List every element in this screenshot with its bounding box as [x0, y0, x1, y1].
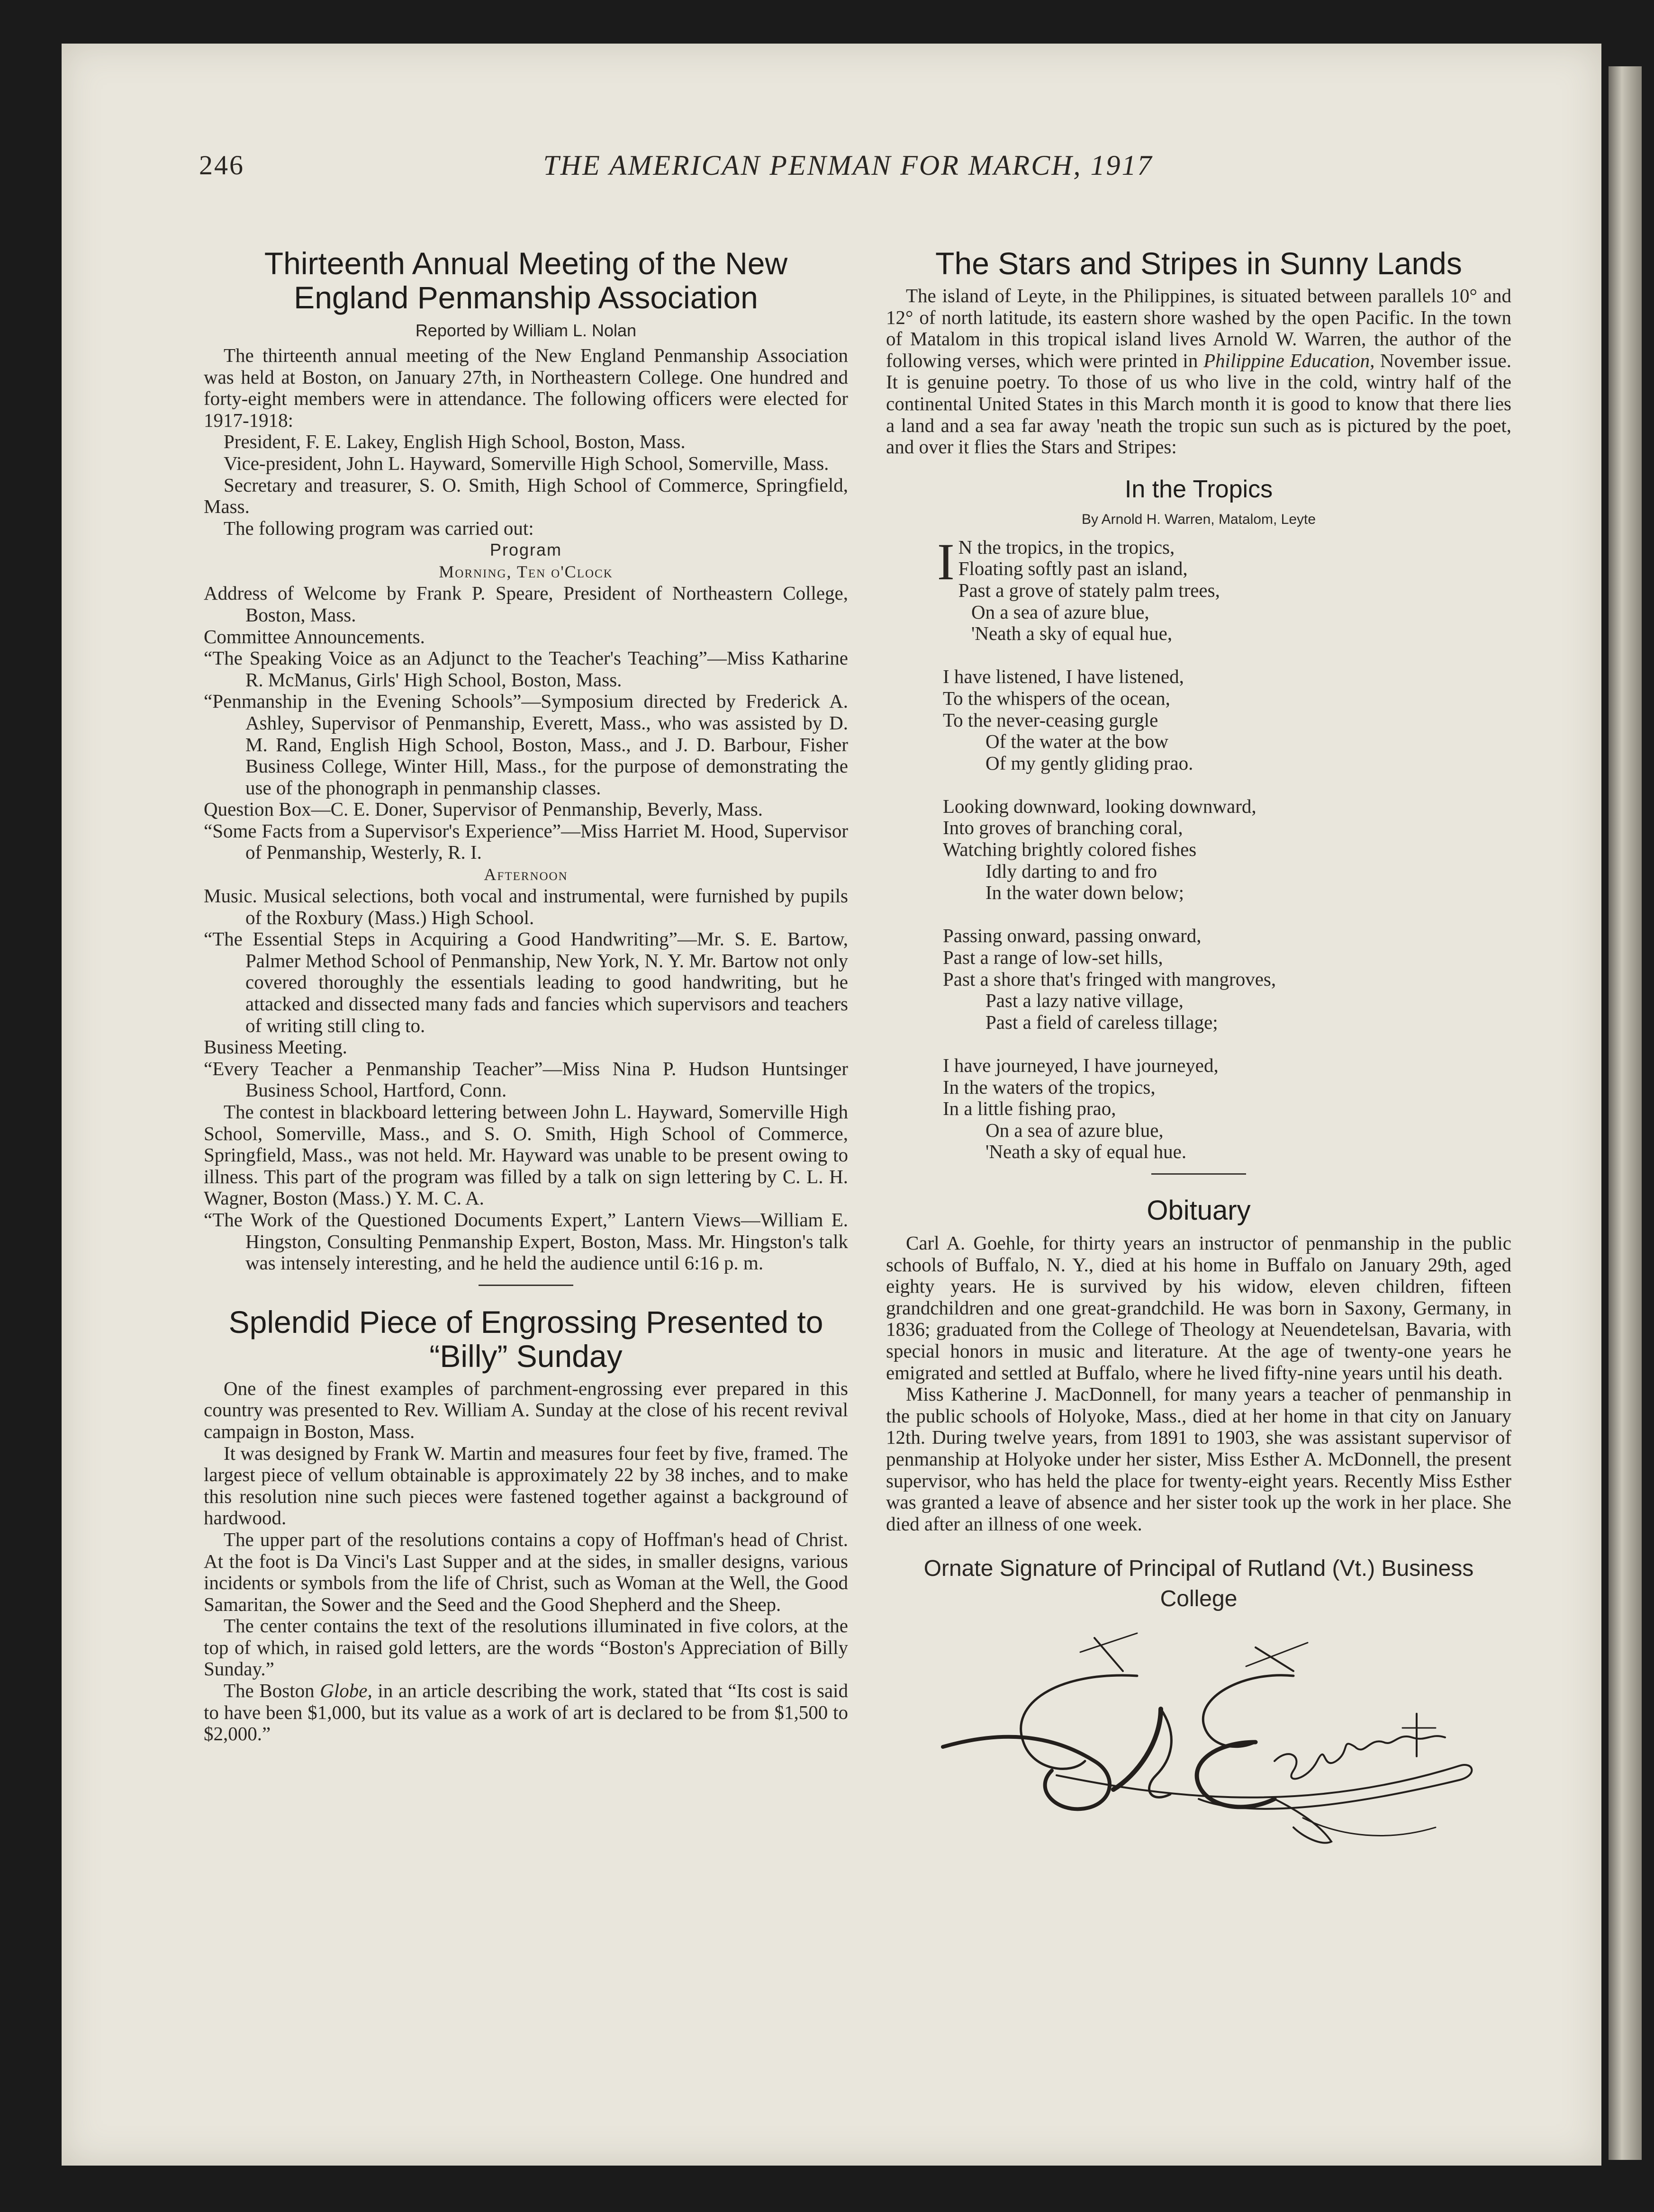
signature-caption: Ornate Signature of Principal of Rutland (Vt.) Business College: [923, 1556, 1474, 1612]
poem-line: In the water down below;: [985, 881, 1184, 904]
signature-text: L. J. Egelston: [914, 1619, 917, 1620]
morning-label: Morning, Ten o'Clock: [439, 562, 613, 582]
program-item: “Every Teacher a Penmanship Teacher”—Miss Nina P. Hudson Huntsinger Business School, Hartford, Conn.: [204, 1057, 848, 1101]
text-run-italic: Globe,: [320, 1680, 372, 1702]
officer-line: Secretary and treasurer, S. O. Smith, High School of Commerce, Springfield, Mass.: [204, 474, 848, 518]
program-item: Question Box—C. E. Doner, Supervisor of Penmanship, Beverly, Mass.: [204, 798, 763, 820]
section-divider: [479, 1285, 573, 1286]
poem-line: 'Neath a sky of equal hue.: [985, 1141, 1187, 1163]
poem-stanza: [943, 796, 1511, 904]
program-label: Program: [489, 540, 562, 560]
program-item: Committee Announcements.: [204, 625, 425, 647]
obituary-title: Obituary: [1147, 1195, 1251, 1226]
officer-line: Vice-president, John L. Hayward, Somerville High School, Somerville, Mass.: [224, 452, 829, 474]
program-item: Address of Welcome by Frank P. Speare, President of Northeastern College, Boston, Mass.: [204, 582, 848, 626]
poem-byline: By Arnold H. Warren, Matalom, Leyte: [1081, 511, 1316, 527]
poem-line: 'Neath a sky of equal hue,: [971, 622, 1173, 645]
paragraph: It was designed by Frank W. Martin and measures four feet by five, framed. The largest piece of vellum obtainable is approximately 22 by 38 inches, and to make this resolution nine such pieces were fastened together against a background of hardwood.: [204, 1442, 848, 1529]
paragraph: [886, 285, 1511, 458]
drop-cap: I: [937, 532, 955, 591]
poem-line: Watching brightly colored fishes: [943, 838, 1197, 861]
poem: [937, 532, 1511, 1163]
program-item: “The Speaking Voice as an Adjunct to the Teacher's Teaching”—Miss Katharine R. McManus, Girls' High School, Boston, Mass.: [204, 647, 848, 691]
paragraph: The contest in blackboard lettering between John L. Hayward, Somerville High School, Somerville, Mass., and S. O. Smith, High School of Commerce, Springfield, Mass., was not held. Mr. Hayward was unable to be present owing to illness. This part of the program was filled by a talk on sign lettering by C. L. H. Wagner, Boston (Mass.) Y. M. C. A.: [204, 1101, 848, 1209]
poem-line: Past a range of low-set hills,: [943, 946, 1163, 969]
article-byline: Reported by William L. Nolan: [415, 321, 637, 340]
text-run: The island of Leyte, in the Philippines, is situated between parallels 10° and 12° of north latitude, its eastern shore washed by the open Pacific. In the town of Matalom in this tropical island lives Arnold W. Warren, the author of the following verses, which were printed in: [886, 285, 1511, 371]
afternoon-label: Afternoon: [484, 865, 568, 884]
article-title-meeting: Thirteenth Annual Meeting of the New England Penmanship Association: [264, 246, 788, 315]
poem-stanza: [943, 925, 1511, 1033]
page-header: [199, 149, 1497, 192]
poem-line: In a little fishing prao,: [943, 1097, 1116, 1120]
text-run: The Boston: [224, 1680, 320, 1702]
poem-title: In the Tropics: [1124, 475, 1273, 503]
paragraph: The center contains the text of the resolutions illuminated in five colors, at the top of which, in raised gold letters, are the words “Boston's Appreciation of Billy Sunday.”: [204, 1615, 848, 1680]
poem-line: In the waters of the tropics,: [943, 1076, 1156, 1098]
paragraph: [204, 1680, 848, 1745]
paragraph: Carl A. Goehle, for thirty years an instructor of penmanship in the public schools of Buffalo, N. Y., died at his home in Buffalo on January 29th, aged eighty years. He is survived by his widow, eleven children, fifteen grandchildren and one great-grandchild. He was born in Saxony, Germany, in 1836; graduated from the College of Theology at Neuendetelsan, Bavaria, with special honors in music and literature. At the age of twenty-one years he emigrated and settled at Buffalo, where he lived fifty-nine years until his death.: [886, 1232, 1511, 1384]
text-run: November issue. It is genuine poetry. To those of us who live in the cold, wintry half of the continental United States in this March month it is good to know that there lies a land and a sea far away 'neath the tropic sun such as is pictured by the poet, and over it flies the Stars and Stripes:: [886, 349, 1511, 458]
program-item: Music. Musical selections, both vocal and instrumental, were furnished by pupils of the Roxbury (Mass.) High School.: [204, 885, 848, 928]
text-run-italic: Philippine Education,: [1203, 349, 1375, 371]
program-item: “Penmanship in the Evening Schools”—Symposium directed by Frederick A. Ashley, Supervisor of Penmanship, Everett, Mass., who was assisted by D. M. Rand, English High School, Boston, Mass., and J. D. Barbour, Fisher Business College, Winter Hill, Mass., for the purpose of demonstrating the use of the phonograph in penmanship classes.: [204, 690, 848, 799]
poem-line: Of the water at the bow: [985, 730, 1168, 753]
paragraph: The following program was carried out:: [224, 517, 534, 539]
poem-line: On a sea of azure blue,: [971, 601, 1149, 623]
poem-stanza: [943, 1055, 1511, 1163]
poem-line: Past a grove of stately palm trees,: [958, 579, 1220, 601]
poem-line: On a sea of azure blue,: [985, 1119, 1164, 1141]
program-item: “The Essential Steps in Acquiring a Good Handwriting”—Mr. S. E. Bartow, Palmer Method School of Penmanship, New York, N. Y. Mr. Bartow not only covered thoroughly the essentials leading to good handwriting, but he attacked and dissected many fads and fancies which supervisors and teachers of writing still cling to.: [204, 928, 848, 1036]
poem-line: Past a lazy native village,: [985, 989, 1184, 1012]
poem-line: Looking downward, looking downward,: [943, 795, 1256, 817]
officer-line: President, F. E. Lakey, English High School, Boston, Mass.: [224, 431, 686, 453]
poem-stanza: [937, 532, 1511, 645]
running-title: THE AMERICAN PENMAN FOR MARCH, 1917: [543, 150, 1153, 181]
poem-line: Of my gently gliding prao.: [985, 752, 1193, 774]
article-title-stars-stripes: The Stars and Stripes in Sunny Lands: [935, 246, 1462, 281]
poem-line: To the never-ceasing gurgle: [943, 709, 1158, 731]
poem-line: To the whispers of the ocean,: [943, 687, 1170, 709]
paragraph: Miss Katherine J. MacDonnell, for many years a teacher of penmanship in the public schools of Holyoke, Mass., died at her home in that city on January 12th. During twelve years, from 1891 to 1903, she was assistant supervisor of penmanship at Holyoke under her sister, Miss Esther A. McDonnell, the present supervisor, who has held the place for twenty-eight years. Recently Miss Esther was granted a leave of absence and her sister took up the work in her place. She died after an illness of one week.: [886, 1383, 1511, 1535]
poem-line: Idly darting to and fro: [985, 860, 1157, 882]
program-item: “The Work of the Questioned Documents Expert,” Lantern Views—William E. Hingston, Consulting Penmanship Expert, Boston, Mass. Mr. Hingston's talk was intensely interesting, and he held the audience until 6:16 p. m.: [204, 1208, 848, 1274]
poem-line: Floating softly past an island,: [958, 557, 1188, 580]
program-item: Business Meeting.: [204, 1036, 347, 1058]
poem-text: N the tropics, in the tropics,: [958, 536, 1175, 558]
paragraph: One of the finest examples of parchment-engrossing ever prepared in this country was presented to Rev. William A. Sunday at the close of his recent revival campaign in Boston, Mass.: [204, 1377, 848, 1442]
book-binding-edge: [1609, 66, 1642, 2160]
text-run: in an article describing the work, stated that “Its cost is said to have been $1,000, but its value as a work of art is declared to be from $1,500 to $2,000.”: [204, 1680, 848, 1745]
poem-line: I have listened, I have listened,: [943, 665, 1184, 688]
paragraph: The thirteenth annual meeting of the New England Penmanship Association was held at Boston, on January 27th, in Northeastern College. One hundred and forty-eight members were in attendance. The following officers were elected for 1917-1918:: [204, 344, 848, 431]
page-number: 246: [199, 150, 244, 180]
article-title-engrossing: Splendid Piece of Engrossing Presented to “Billy” Sunday: [228, 1304, 823, 1374]
poem-line: Past a field of careless tillage;: [985, 1011, 1218, 1033]
section-divider: [1151, 1173, 1246, 1175]
program-item: “Some Facts from a Supervisor's Experience”—Miss Harriet M. Hood, Supervisor of Penmanship, Westerly, R. I.: [204, 819, 848, 863]
poem-line: Passing onward, passing onward,: [943, 925, 1202, 947]
poem-stanza: [943, 666, 1511, 774]
poem-line: I have journeyed, I have journeyed,: [943, 1054, 1219, 1076]
ornate-signature-image: [914, 1619, 1483, 1865]
paragraph: The upper part of the resolutions contains a copy of Hoffman's head of Christ. At the foot is Da Vinci's Last Supper and at the sides, in smaller designs, various incidents or symbols from the life of Christ, such as Woman at the Well, the Good Samaritan, the Sower and the Seed and the Good Shepherd and the Sheep.: [204, 1528, 848, 1615]
poem-line: Past a shore that's fringed with mangroves,: [943, 968, 1276, 990]
left-column: [204, 246, 848, 1745]
poem-line: Into groves of branching coral,: [943, 817, 1183, 839]
right-column: [886, 246, 1511, 1865]
